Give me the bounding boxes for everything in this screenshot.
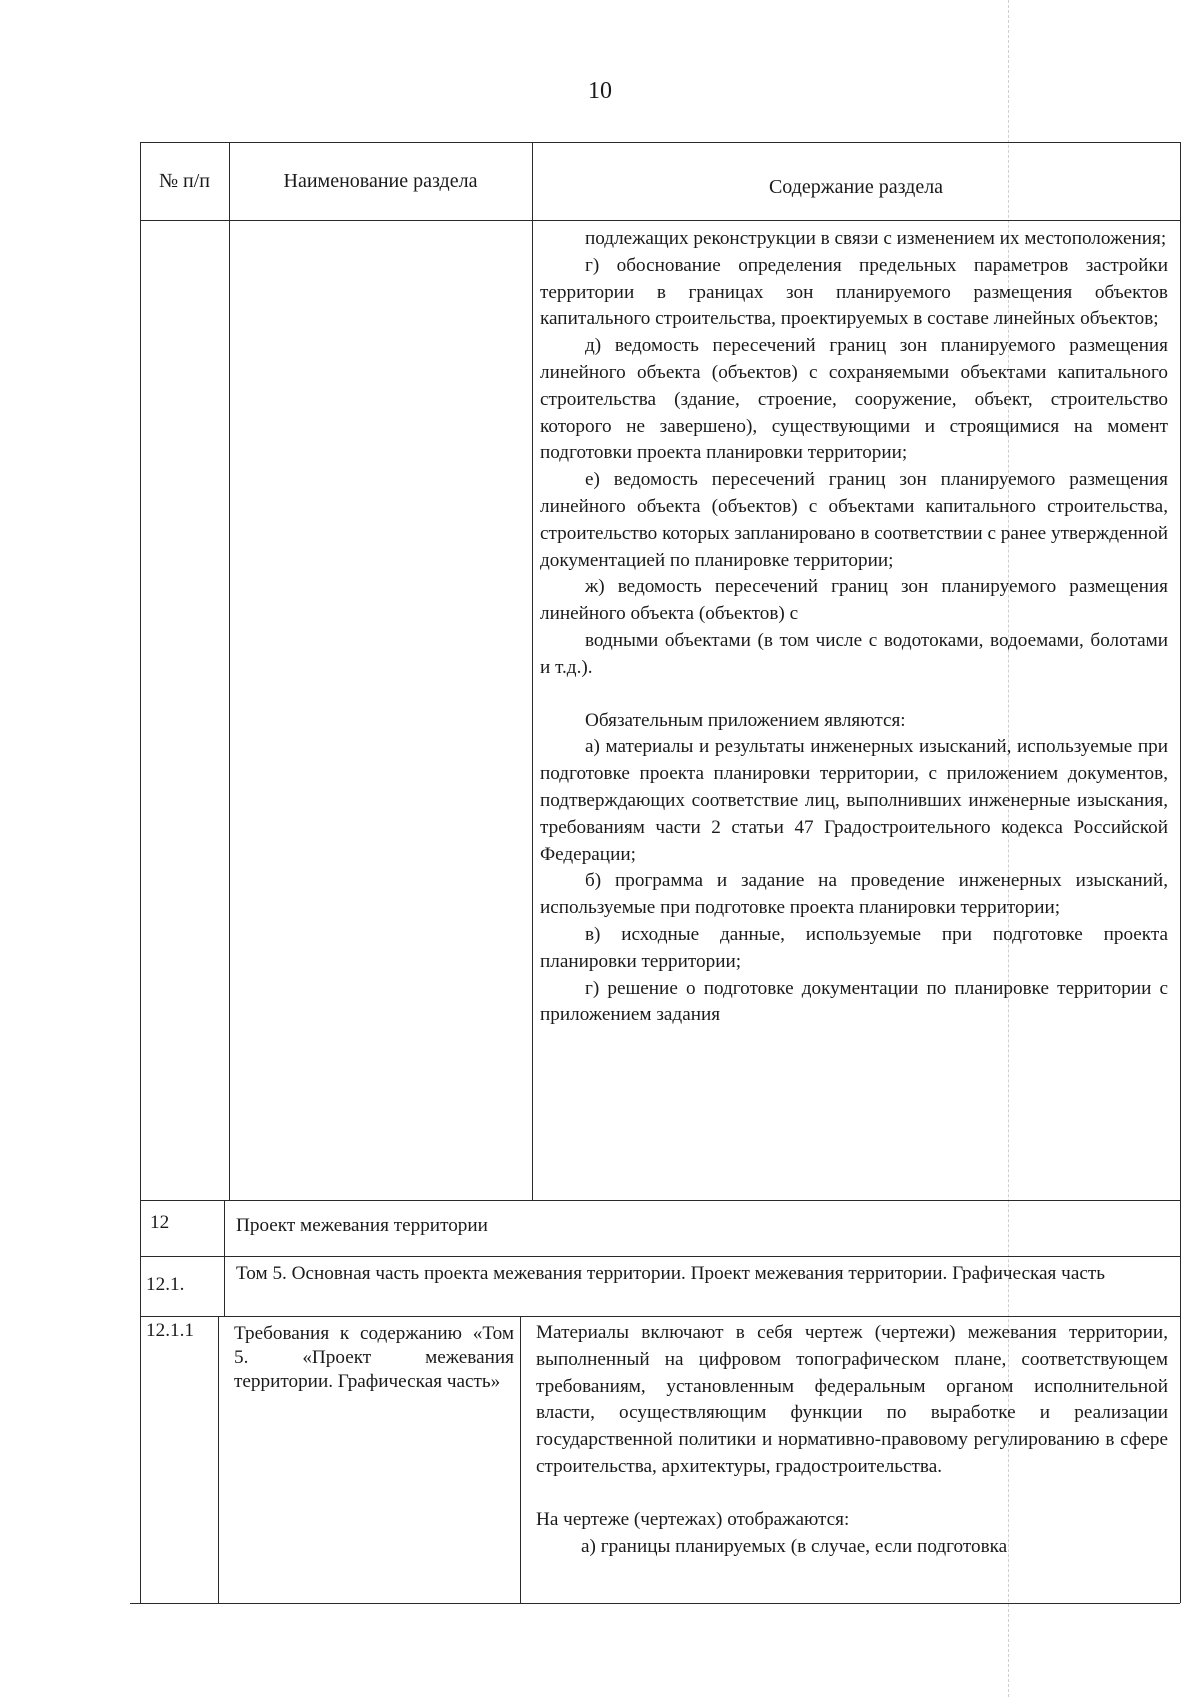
table-border-col2-lower: [520, 1316, 521, 1603]
row-12-title: Проект межевания территории: [236, 1215, 488, 1236]
row-12-bottom-border: [140, 1256, 1180, 1257]
content-paragraph: подлежащих реконструкции в связи с изменением их местоположения;: [585, 228, 1167, 249]
content-paragraph: е) ведомость пересечений границ зон планируемого размещения линейного объекта (объектов) с объектами капитального строительства, строительство которых запланировано в соответствии с ранее утвержденной документацией по планировке территории;: [540, 469, 1168, 571]
header-section-content: Содержание раздела: [768, 175, 944, 198]
row-12-1-number: 12.1.: [146, 1274, 185, 1295]
continued-section-content: [540, 226, 1168, 1029]
row-12-1-bottom-border: [140, 1316, 1180, 1317]
row-12-1-1-name: Требования к содержанию «Том 5. «Проект межевания территории. Графическая часть»: [234, 1323, 514, 1392]
content-paragraph: Материалы включают в себя чертеж (чертежи) межевания территории, выполненный на цифровом топографическом плане, соответствующем требованиям, установленным федеральным органом исполнительной власти, осуществляющим функции по выработке и реализации государственной политики и нормативно-правовому регулированию в сфере строительства, архитектуры, градостроительства.: [536, 1322, 1168, 1477]
table-border-bottom: [130, 1603, 1180, 1604]
header-section-name: Наименование раздела: [283, 169, 478, 192]
content-paragraph: г) решение о подготовке документации по планировке территории с приложением задания: [540, 977, 1168, 1026]
paragraph-gap: [536, 1481, 1168, 1507]
table-border-right: [1180, 142, 1181, 1603]
content-paragraph: г) обоснование определения предельных параметров застройки территории в границах зон планируемого размещения объектов капитального строительства, проектируемых в составе линейных объектов;: [540, 254, 1168, 330]
table-border-col1-r12: [224, 1200, 225, 1316]
row-12-number: 12: [150, 1212, 170, 1233]
content-paragraph: водными объектами (в том числе с водотоками, водоемами, болотами и т.д.).: [540, 629, 1168, 678]
content-paragraph: а) границы планируемых (в случае, если подготовка: [581, 1535, 1008, 1557]
page-number: 10: [588, 78, 612, 104]
table-border-left: [140, 142, 141, 1603]
row-12-1-1-content: [536, 1320, 1168, 1560]
content-paragraph: б) программа и задание на проведение инженерных изысканий, используемые при подготовке проекта планировки территории;: [540, 870, 1168, 919]
content-paragraph: ж) ведомость пересечений границ зон планируемого размещения линейного объекта (объектов) с: [540, 576, 1168, 625]
content-paragraph: На чертеже (чертежах) отображаются:: [536, 1508, 850, 1530]
table-border-col2: [532, 142, 533, 1200]
row-11-bottom-border: [140, 1200, 1180, 1201]
content-paragraph: Обязательным приложением являются:: [585, 709, 906, 731]
header-number: № п/п: [158, 169, 211, 192]
content-paragraph: д) ведомость пересечений границ зон планируемого размещения линейного объекта (объектов) с сохраняемыми объектами капитального строительства (здание, строение, сооружение, объект, строительство которого не завершено), существующими и строящимися на момент подготовки проекта планировки территории;: [540, 335, 1168, 464]
paragraph-gap: [540, 682, 1168, 708]
row-12-1-1-number: 12.1.1: [146, 1320, 194, 1341]
table-border-col1: [229, 142, 230, 1200]
content-paragraph: а) материалы и результаты инженерных изысканий, используемые при подготовке проекта планировки территории, с приложением документов, подтверждающих соответствие лиц, выполнивших инженерные изыскания, требованиям части 2 статьи 47 Градостроительного кодекса Российской Федерации;: [540, 736, 1168, 865]
row-12-1-title: Том 5. Основная часть проекта межевания территории. Проект межевания территории. Графическая часть: [236, 1263, 1105, 1284]
table-border-col1-lower: [218, 1316, 219, 1603]
content-paragraph: в) исходные данные, используемые при подготовке проекта планировки территории;: [540, 923, 1168, 972]
